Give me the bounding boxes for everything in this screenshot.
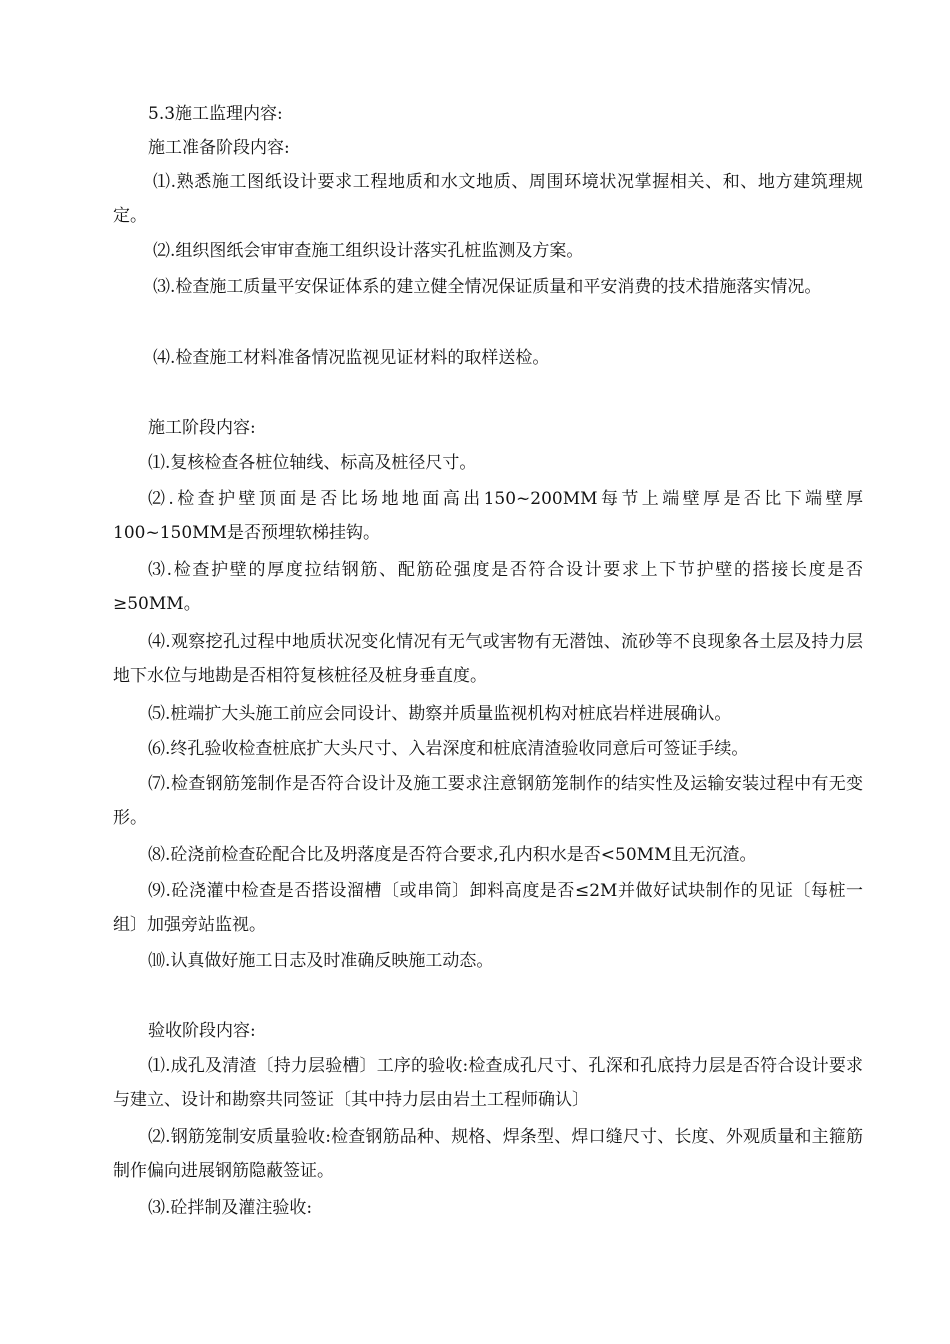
acceptance-item-2: ⑵.钢筋笼制安质量验收:检查钢筋品种、规格、焊条型、焊口缝尺寸、长度、外观质量和主箍筋制作偏向进展钢筋隐蔽签证。 (113, 1127, 863, 1181)
construction-item-9: ⑼.砼浇灌中检查是否搭设溜槽〔或串筒〕卸料高度是否≤2M并做好试块制作的见证〔每桩一组〕加强旁站监视。 (113, 881, 863, 935)
section-title: 5.3施工监理内容: (148, 104, 283, 124)
construction-item-7: ⑺.检查钢筋笼制作是否符合设计及施工要求注意钢筋笼制作的结实性及运输安装过程中有无变形。 (113, 774, 863, 828)
prep-item-1: ⑴.熟悉施工图纸设计要求工程地质和水文地质、周围环境状况掌握相关、和、地方建筑理规定。 (113, 172, 863, 226)
prep-item-4: ⑷.检查施工材料准备情况监视见证材料的取样送检。 (153, 348, 550, 368)
construction-item-2: ⑵.检查护壁顶面是否比场地地面高出150~200MM每节上端壁厚是否比下端壁厚100~150MM是否预埋软梯挂钩。 (113, 489, 863, 543)
construction-item-1: ⑴.复核检查各桩位轴线、标高及桩径尺寸。 (148, 453, 477, 473)
construction-item-10: ⑽.认真做好施工日志及时准确反映施工动态。 (148, 951, 494, 971)
prep-item-2: ⑵.组织图纸会审审查施工组织设计落实孔桩监测及方案。 (153, 241, 584, 261)
construction-item-8: ⑻.砼浇前检查砼配合比及坍落度是否符合要求,孔内积水是否<50MM且无沉渣。 (148, 845, 757, 865)
acceptance-item-3: ⑶.砼拌制及灌注验收: (148, 1198, 313, 1218)
acceptance-heading: 验收阶段内容: (148, 1021, 256, 1041)
acceptance-item-1: ⑴.成孔及清渣〔持力层验槽〕工序的验收:检查成孔尺寸、孔深和孔底持力层是否符合设计要求与建立、设计和勘察共同签证〔其中持力层由岩土工程师确认〕 (113, 1056, 863, 1110)
construction-item-3: ⑶.检查护壁的厚度拉结钢筋、配筋砼强度是否符合设计要求上下节护壁的搭接长度是否≥50MM。 (113, 560, 863, 614)
construction-heading: 施工阶段内容: (148, 418, 256, 438)
construction-item-4: ⑷.观察挖孔过程中地质状况变化情况有无气或害物有无潜蚀、流砂等不良现象各土层及持力层地下水位与地勘是否相符复核桩径及桩身垂直度。 (113, 632, 863, 686)
prep-item-3: ⑶.检查施工质量平安保证体系的建立健全情况保证质量和平安消费的技术措施落实情况。 (153, 277, 822, 297)
construction-item-5: ⑸.桩端扩大头施工前应会同设计、勘察并质量监视机构对桩底岩样进展确认。 (148, 704, 732, 724)
prep-heading: 施工准备阶段内容: (148, 138, 290, 158)
construction-item-6: ⑹.终孔验收检查桩底扩大头尺寸、入岩深度和桩底清渣验收同意后可签证手续。 (148, 739, 749, 759)
